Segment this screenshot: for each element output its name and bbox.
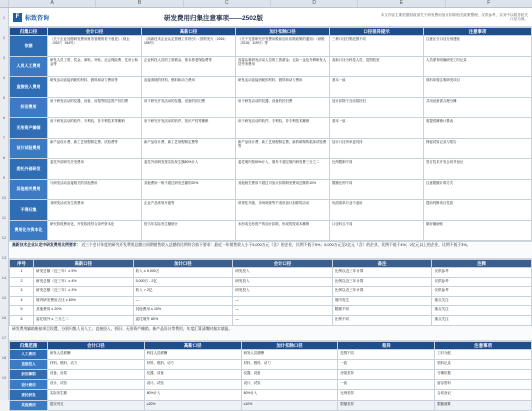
table-cell[interactable]: 未形成无形资产的加计扣除，形成的按成本摊销 xyxy=(236,220,330,241)
table-row xyxy=(10,296,532,306)
table-cell[interactable]: 需提供摊销计算表 xyxy=(424,118,532,139)
table-cell[interactable]: 研发投入 xyxy=(233,277,333,287)
table-cell[interactable]: 签订技术开发合同并登记 xyxy=(424,159,532,180)
table-cell[interactable]: 用于研发活动的仪器、设备的折旧费 xyxy=(236,97,330,118)
summary-text[interactable] xyxy=(9,241,532,259)
table-cell[interactable]: 常规性升级、市场调查等不适用加计扣除的活动 xyxy=(236,200,330,221)
table-cell[interactable]: 其他费用 ≤ 10% xyxy=(133,306,233,316)
table-row xyxy=(10,159,532,180)
row-category-cell[interactable]: 其他费用 xyxy=(10,400,48,410)
row-category-cell[interactable]: 依据 xyxy=(10,36,48,57)
table-cell[interactable]: 科技人员薪酬 xyxy=(144,349,241,359)
table-cell[interactable]: 委托境内按80%计入，境外不超过境内研发费三分之二 xyxy=(236,159,330,180)
table-row xyxy=(10,400,532,410)
table-cell[interactable]: 仅供参考 xyxy=(432,268,532,278)
row-number[interactable]: 12 xyxy=(1,235,7,240)
table-row xyxy=(10,306,532,316)
row-category-cell[interactable]: 直接投入 xyxy=(10,359,48,369)
table-cell[interactable]: 其他费用一般不超过研发总额的20% xyxy=(142,179,236,200)
row-number[interactable]: 18 xyxy=(1,355,7,360)
table-row xyxy=(10,36,532,57)
header-cell[interactable]: 口径差异提示 xyxy=(330,28,424,36)
header-cell[interactable]: 加计口径 xyxy=(133,260,233,268)
table-cell[interactable]: — xyxy=(233,306,333,316)
table-cell[interactable]: 比例不同 xyxy=(332,315,432,325)
row-category-cell[interactable]: 不得归集 xyxy=(10,200,48,221)
row-number[interactable]: 11 xyxy=(1,215,7,220)
table-cell[interactable]: 提前判断项目性质 xyxy=(424,200,532,221)
row-number[interactable]: 5 xyxy=(2,95,6,100)
row-category-cell[interactable]: 委托研发 xyxy=(10,390,48,400)
table-row xyxy=(10,277,532,287)
table-cell[interactable]: 新产品设计费、新工艺规程制定费、试验费等 xyxy=(48,138,142,159)
table-row xyxy=(10,220,532,241)
header-cell[interactable]: 归集口径 xyxy=(10,28,48,36)
table-cell[interactable]: 5,000万 - 2亿 xyxy=(133,277,233,287)
header-cell[interactable]: 备注 xyxy=(332,260,432,268)
logo-icon: F xyxy=(13,13,22,22)
table-cell[interactable]: 直接从事研发活动人员的工资薪金、五险一金及外聘研发人员劳务费用 xyxy=(236,56,330,77)
table-cell[interactable]: 与研发活动直接相关的其他费用 xyxy=(48,179,142,200)
section-note[interactable]: 研发费用辅助账按项目设置，分别归集人员人工、直接投入、折旧、无形资产摊销、新产品设计等费用，年度汇算清缴时据实填报。 xyxy=(9,326,532,341)
table-cell[interactable]: 加计口径列举更具体 xyxy=(330,138,424,159)
table-cell[interactable]: 其他相关费用不超过可加计扣除研发费用总额的10% xyxy=(236,179,330,200)
table-row xyxy=(10,380,532,390)
table-cell[interactable]: 用于研发活动的软件、专利权、非专利技术摊销 xyxy=(236,118,330,139)
table-cell[interactable]: ≤10% xyxy=(241,400,338,410)
table-cell[interactable]: 限额差异 xyxy=(338,400,435,410)
table-cell[interactable]: 人员需有明确研发工时记录 xyxy=(424,56,532,77)
table-cell[interactable]: 用于研发活动的仪器、设备、房屋等固定资产折旧费 xyxy=(48,97,142,118)
table-cell[interactable]: 境内研发费用占比 ≥ 60% xyxy=(34,296,134,306)
table-cell[interactable]: 研究阶段费用化，开发阶段符合条件资本化 xyxy=(48,220,142,241)
row-number[interactable]: 4 xyxy=(2,75,6,80)
table-cell[interactable]: 研发人员工资、奖金、津贴、补贴、社会保险费、住房公积金等 xyxy=(48,56,142,77)
bottom-table xyxy=(9,341,532,411)
table-cell[interactable]: 研发总额（近三年）≥ 5% xyxy=(34,268,134,278)
table-cell[interactable]: 重点关注 xyxy=(432,296,532,306)
row-number[interactable]: 17 xyxy=(1,335,7,340)
table-cell[interactable]: 研发总额（近三年）≥ 3% xyxy=(34,287,134,297)
table-cell[interactable]: 比例以近三年计算 xyxy=(332,268,432,278)
header-cell[interactable]: 高新口径 xyxy=(142,28,236,36)
header-cell[interactable]: 差异 xyxy=(338,341,435,349)
table-cell[interactable]: 80%计入 xyxy=(144,390,241,400)
table-cell[interactable]: 设计、试验 xyxy=(48,380,145,390)
column-letter[interactable]: A xyxy=(8,0,95,7)
table-cell[interactable]: 限额不同 xyxy=(332,306,432,316)
table-cell[interactable]: 据实列支 xyxy=(48,400,145,410)
table-cell[interactable]: 比例差异 xyxy=(338,390,435,400)
column-letter[interactable]: D xyxy=(270,0,357,7)
table-cell[interactable]: 重点关注 xyxy=(432,315,532,325)
table-cell[interactable]: 仅供参考 xyxy=(432,277,532,287)
header-cell[interactable]: 高新口径 xyxy=(144,341,241,349)
header-cell[interactable]: 注意事项 xyxy=(435,341,532,349)
table-cell[interactable]: — xyxy=(233,296,333,306)
header-cell[interactable]: 会计口径 xyxy=(233,260,333,268)
table-cell[interactable]: 直接消耗的材料、燃料和动力费用 xyxy=(142,77,236,98)
table-cell[interactable]: 研发总额（近三年）≥ 4% xyxy=(34,277,134,287)
table-cell[interactable]: 三种口径归集范围不同 xyxy=(330,36,424,57)
row-number[interactable]: 9 xyxy=(2,175,6,180)
table-cell[interactable]: 比例以近三年计算 xyxy=(332,277,432,287)
header-cell[interactable]: 归集范围 xyxy=(10,341,48,349)
main-table xyxy=(9,27,532,241)
table-cell[interactable]: 80%计入 xyxy=(241,390,338,400)
sheet-content xyxy=(9,8,532,407)
header-cell[interactable]: 会计口径 xyxy=(48,341,145,349)
table-cell[interactable]: 委托外部研发按实际发生额80%计入 xyxy=(142,159,236,180)
column-header-bar xyxy=(0,0,532,8)
table-row xyxy=(10,349,532,359)
row-category-cell[interactable]: 折旧摊销 xyxy=(10,369,48,379)
table-cell[interactable]: 范围不同 xyxy=(338,349,435,359)
row-number[interactable]: 3 xyxy=(2,55,6,60)
column-letter[interactable]: E xyxy=(357,0,444,7)
table-cell[interactable]: 负面清单行业不适用 xyxy=(330,200,424,221)
table-cell[interactable]: 非研发活动发生的费用 xyxy=(48,200,142,221)
table-cell[interactable]: 委托外部研究开发费用 xyxy=(48,159,142,180)
table-cell[interactable]: 《关于完善研究开发费用税前加计扣除政策的通知》（财税〔2015〕119号）等 xyxy=(236,36,330,57)
table-row xyxy=(10,56,532,77)
table-cell[interactable]: 研发活动直接消耗的材料、燃料和动力费用 xyxy=(236,77,330,98)
row-number[interactable]: 15 xyxy=(1,295,7,300)
header-cell[interactable]: 加计扣除口径 xyxy=(236,28,330,36)
table-cell[interactable]: 实际发生额 xyxy=(48,390,145,400)
table-cell[interactable]: 领料单需注明研发项目 xyxy=(424,77,532,98)
row-category-cell[interactable]: 直接投入费用 xyxy=(10,77,48,98)
corner-cell[interactable] xyxy=(0,0,8,7)
table-cell[interactable]: 合同登记 xyxy=(435,390,532,400)
column-letter[interactable]: B xyxy=(95,0,182,7)
header-cell[interactable]: 注释 xyxy=(432,260,532,268)
table-cell[interactable]: 做好辅助账 xyxy=(424,220,532,241)
table-cell[interactable]: 材料、燃料、动力 xyxy=(144,359,241,369)
table-cell[interactable]: 《高新技术企业认定管理工作指引》（国科发火〔2016〕195号） xyxy=(142,36,236,57)
logo-text: 标致咨询 xyxy=(25,15,50,22)
table-cell[interactable]: 设计、试验 xyxy=(144,380,241,390)
row-number[interactable]: 13 xyxy=(1,255,7,260)
table-cell[interactable]: 2 xyxy=(10,277,34,287)
table-cell[interactable]: 共用设备需合理分摊 xyxy=(424,97,532,118)
row-number[interactable]: 14 xyxy=(1,275,7,280)
table-cell[interactable]: 设备、房屋 xyxy=(48,369,145,379)
table-row xyxy=(10,268,532,278)
table-row xyxy=(10,179,532,200)
table-cell[interactable]: 新产品设计费、新工艺规程制定费、新药研制的临床试验费等 xyxy=(236,138,330,159)
table-cell[interactable]: 注意区分口径分别建账 xyxy=(424,36,532,57)
table-cell[interactable]: 5 xyxy=(10,306,34,316)
row-number-gutter xyxy=(0,8,9,400)
table-cell[interactable]: 收入 ≤ 5,000万 xyxy=(133,268,233,278)
table-cell[interactable]: 领料记录 xyxy=(435,359,532,369)
document-title: 研发费用归集注意事项——2502版 xyxy=(164,14,263,22)
header-cell[interactable]: 高新口径 xyxy=(34,260,134,268)
table-cell[interactable]: 比例限制不同 xyxy=(330,159,424,180)
header-cell[interactable]: 加计扣除口径 xyxy=(241,341,338,349)
table-cell[interactable]: 新产品设计费、新工艺规程制定费等 xyxy=(142,138,236,159)
table-cell[interactable]: 用于研究开发活动的仪器、设备的折旧费 xyxy=(142,97,236,118)
table-cell[interactable]: 限额测算 xyxy=(435,400,532,410)
table-row xyxy=(10,315,532,325)
row-category-cell[interactable]: 设计试验费用 xyxy=(10,138,48,159)
row-number[interactable]: 1 xyxy=(2,15,6,20)
row-category-cell[interactable]: 委托外部研发 xyxy=(10,159,48,180)
ratio-table xyxy=(9,259,532,326)
table-cell[interactable]: 委托境外 ≤ 三分之二 xyxy=(34,315,134,325)
row-number[interactable]: 16 xyxy=(1,315,7,320)
row-number[interactable]: 7 xyxy=(2,135,6,140)
table-row xyxy=(10,97,532,118)
table-cell[interactable]: 一致 xyxy=(338,359,435,369)
table-cell[interactable]: 材料、燃料、动力 xyxy=(241,359,338,369)
table-cell[interactable]: 研发投入 xyxy=(233,268,333,278)
table-cell[interactable]: 仪器、设备 xyxy=(241,369,338,379)
table-cell[interactable]: 注意限额计算方式 xyxy=(424,179,532,200)
table-cell[interactable]: ≤20% xyxy=(144,400,241,410)
table-cell[interactable]: 研发投入 xyxy=(233,287,333,297)
table-cell[interactable]: — xyxy=(233,315,333,325)
row-number[interactable]: 2 xyxy=(2,35,6,40)
table-cell[interactable]: 收入 > 2亿 xyxy=(133,287,233,297)
table-cell[interactable]: 工时分配 xyxy=(435,349,532,359)
table-cell[interactable]: 限额比例不同 xyxy=(330,179,424,200)
table-cell[interactable]: 研发人员薪酬 xyxy=(48,349,145,359)
table-cell[interactable]: 保留试验记录与报告 xyxy=(424,138,532,159)
summary-body: 近三个会计年度的研究开发费用总额占同期销售收入总额的比例符合如下要求：最近一年销售收入小于5,000万元（含）的企业，比例不低于5%；5,000万元至2亿元（含）的企业，比例不低于4%；2亿元以上的企业，比例不低于3%。 xyxy=(81,243,471,247)
row-category-cell[interactable]: 人工费用 xyxy=(10,349,48,359)
table-cell[interactable]: 设计、试验 xyxy=(241,380,338,390)
header-cell[interactable]: 会计口径 xyxy=(48,28,142,36)
table-cell[interactable]: 基本一致 xyxy=(330,77,424,98)
row-category-cell[interactable]: 其他相关费用 xyxy=(10,179,48,200)
table-cell[interactable]: 口径时点不同 xyxy=(330,220,424,241)
table-row xyxy=(10,200,532,221)
table-cell[interactable]: 4 xyxy=(10,296,34,306)
column-letter[interactable]: C xyxy=(183,0,270,7)
disclaimer-note: 本文内容主要依据财政部关于研发费用加计扣除相关政策整理，仅供参考，实务中以税务机关口径为准。 xyxy=(380,12,528,21)
table-row xyxy=(10,287,532,297)
title-row xyxy=(9,8,532,27)
row-number[interactable]: 10 xyxy=(1,195,7,200)
row-category-cell[interactable]: 费用化与资本化 xyxy=(10,220,48,241)
table-cell[interactable]: 《关于企业加强研发费用财务管理的若干意见》（财企〔2007〕194号） xyxy=(48,36,142,57)
table-cell[interactable]: 委托境外 80% xyxy=(133,315,233,325)
table-cell[interactable]: 留存资料 xyxy=(435,380,532,390)
row-category-cell[interactable]: 设计费用 xyxy=(10,380,48,390)
row-category-cell[interactable]: 人员人工费用 xyxy=(10,56,48,77)
table-row xyxy=(10,359,532,369)
table-row xyxy=(10,138,532,159)
table-cell[interactable]: 仅供参考 xyxy=(432,287,532,297)
table-row xyxy=(10,390,532,400)
table-cell[interactable]: 一致 xyxy=(338,380,435,390)
header-cell[interactable]: 序号 xyxy=(10,260,34,268)
row-category-cell[interactable]: 折旧费用 xyxy=(10,97,48,118)
table-cell[interactable]: 按当年实际发生额统计 xyxy=(142,220,236,241)
row-number[interactable]: 6 xyxy=(2,115,6,120)
table-row xyxy=(10,77,532,98)
table-cell[interactable]: 研发人员薪酬 xyxy=(241,349,338,359)
column-letter[interactable]: F xyxy=(445,0,532,7)
row-number[interactable]: 8 xyxy=(2,155,6,160)
table-cell[interactable]: 仪器、设备 xyxy=(144,369,241,379)
table-cell[interactable]: — xyxy=(133,296,233,306)
header-cell[interactable]: 注意事项 xyxy=(424,28,532,36)
summary-heading: 高新技术企业认定中研发费用比例要求： xyxy=(12,243,81,247)
table-cell[interactable]: 基本一致 xyxy=(330,118,424,139)
table-cell[interactable]: 用于研发活动的软件、专利权、非专利技术等摊销 xyxy=(48,118,142,139)
table-cell[interactable]: 境内发生 xyxy=(332,296,432,306)
table-cell[interactable]: 比例以近三年计算 xyxy=(332,287,432,297)
table-cell[interactable]: 企业科技人员的工资薪金、基本养老保险费等 xyxy=(142,56,236,77)
table-row xyxy=(10,369,532,379)
row-category-cell[interactable]: 无形资产摊销 xyxy=(10,118,48,139)
table-cell[interactable]: 用于研究开发活动的软件、知识产权等摊销 xyxy=(142,118,236,139)
row-number[interactable]: 19 xyxy=(1,375,7,380)
table-cell[interactable]: 高新口径为科技人员，范围较宽 xyxy=(330,56,424,77)
table-cell[interactable]: 1 xyxy=(10,268,34,278)
table-cell[interactable]: 分摊依据 xyxy=(435,369,532,379)
table-cell[interactable]: 加计扣除不含房屋折旧 xyxy=(330,97,424,118)
table-cell[interactable]: 房屋差异 xyxy=(338,369,435,379)
table-cell[interactable]: 研发活动直接消耗的材料、燃料和动力费用等 xyxy=(48,77,142,98)
table-cell[interactable]: 材料、燃料、动力 xyxy=(48,359,145,369)
table-row xyxy=(10,118,532,139)
table-cell[interactable]: 其他费用 ≤ 20% xyxy=(34,306,134,316)
table-cell[interactable]: 3 xyxy=(10,287,34,297)
table-cell[interactable]: 6 xyxy=(10,315,34,325)
table-cell[interactable]: 重点关注 xyxy=(432,306,532,316)
table-cell[interactable]: 企业产品常规升级等 xyxy=(142,200,236,221)
